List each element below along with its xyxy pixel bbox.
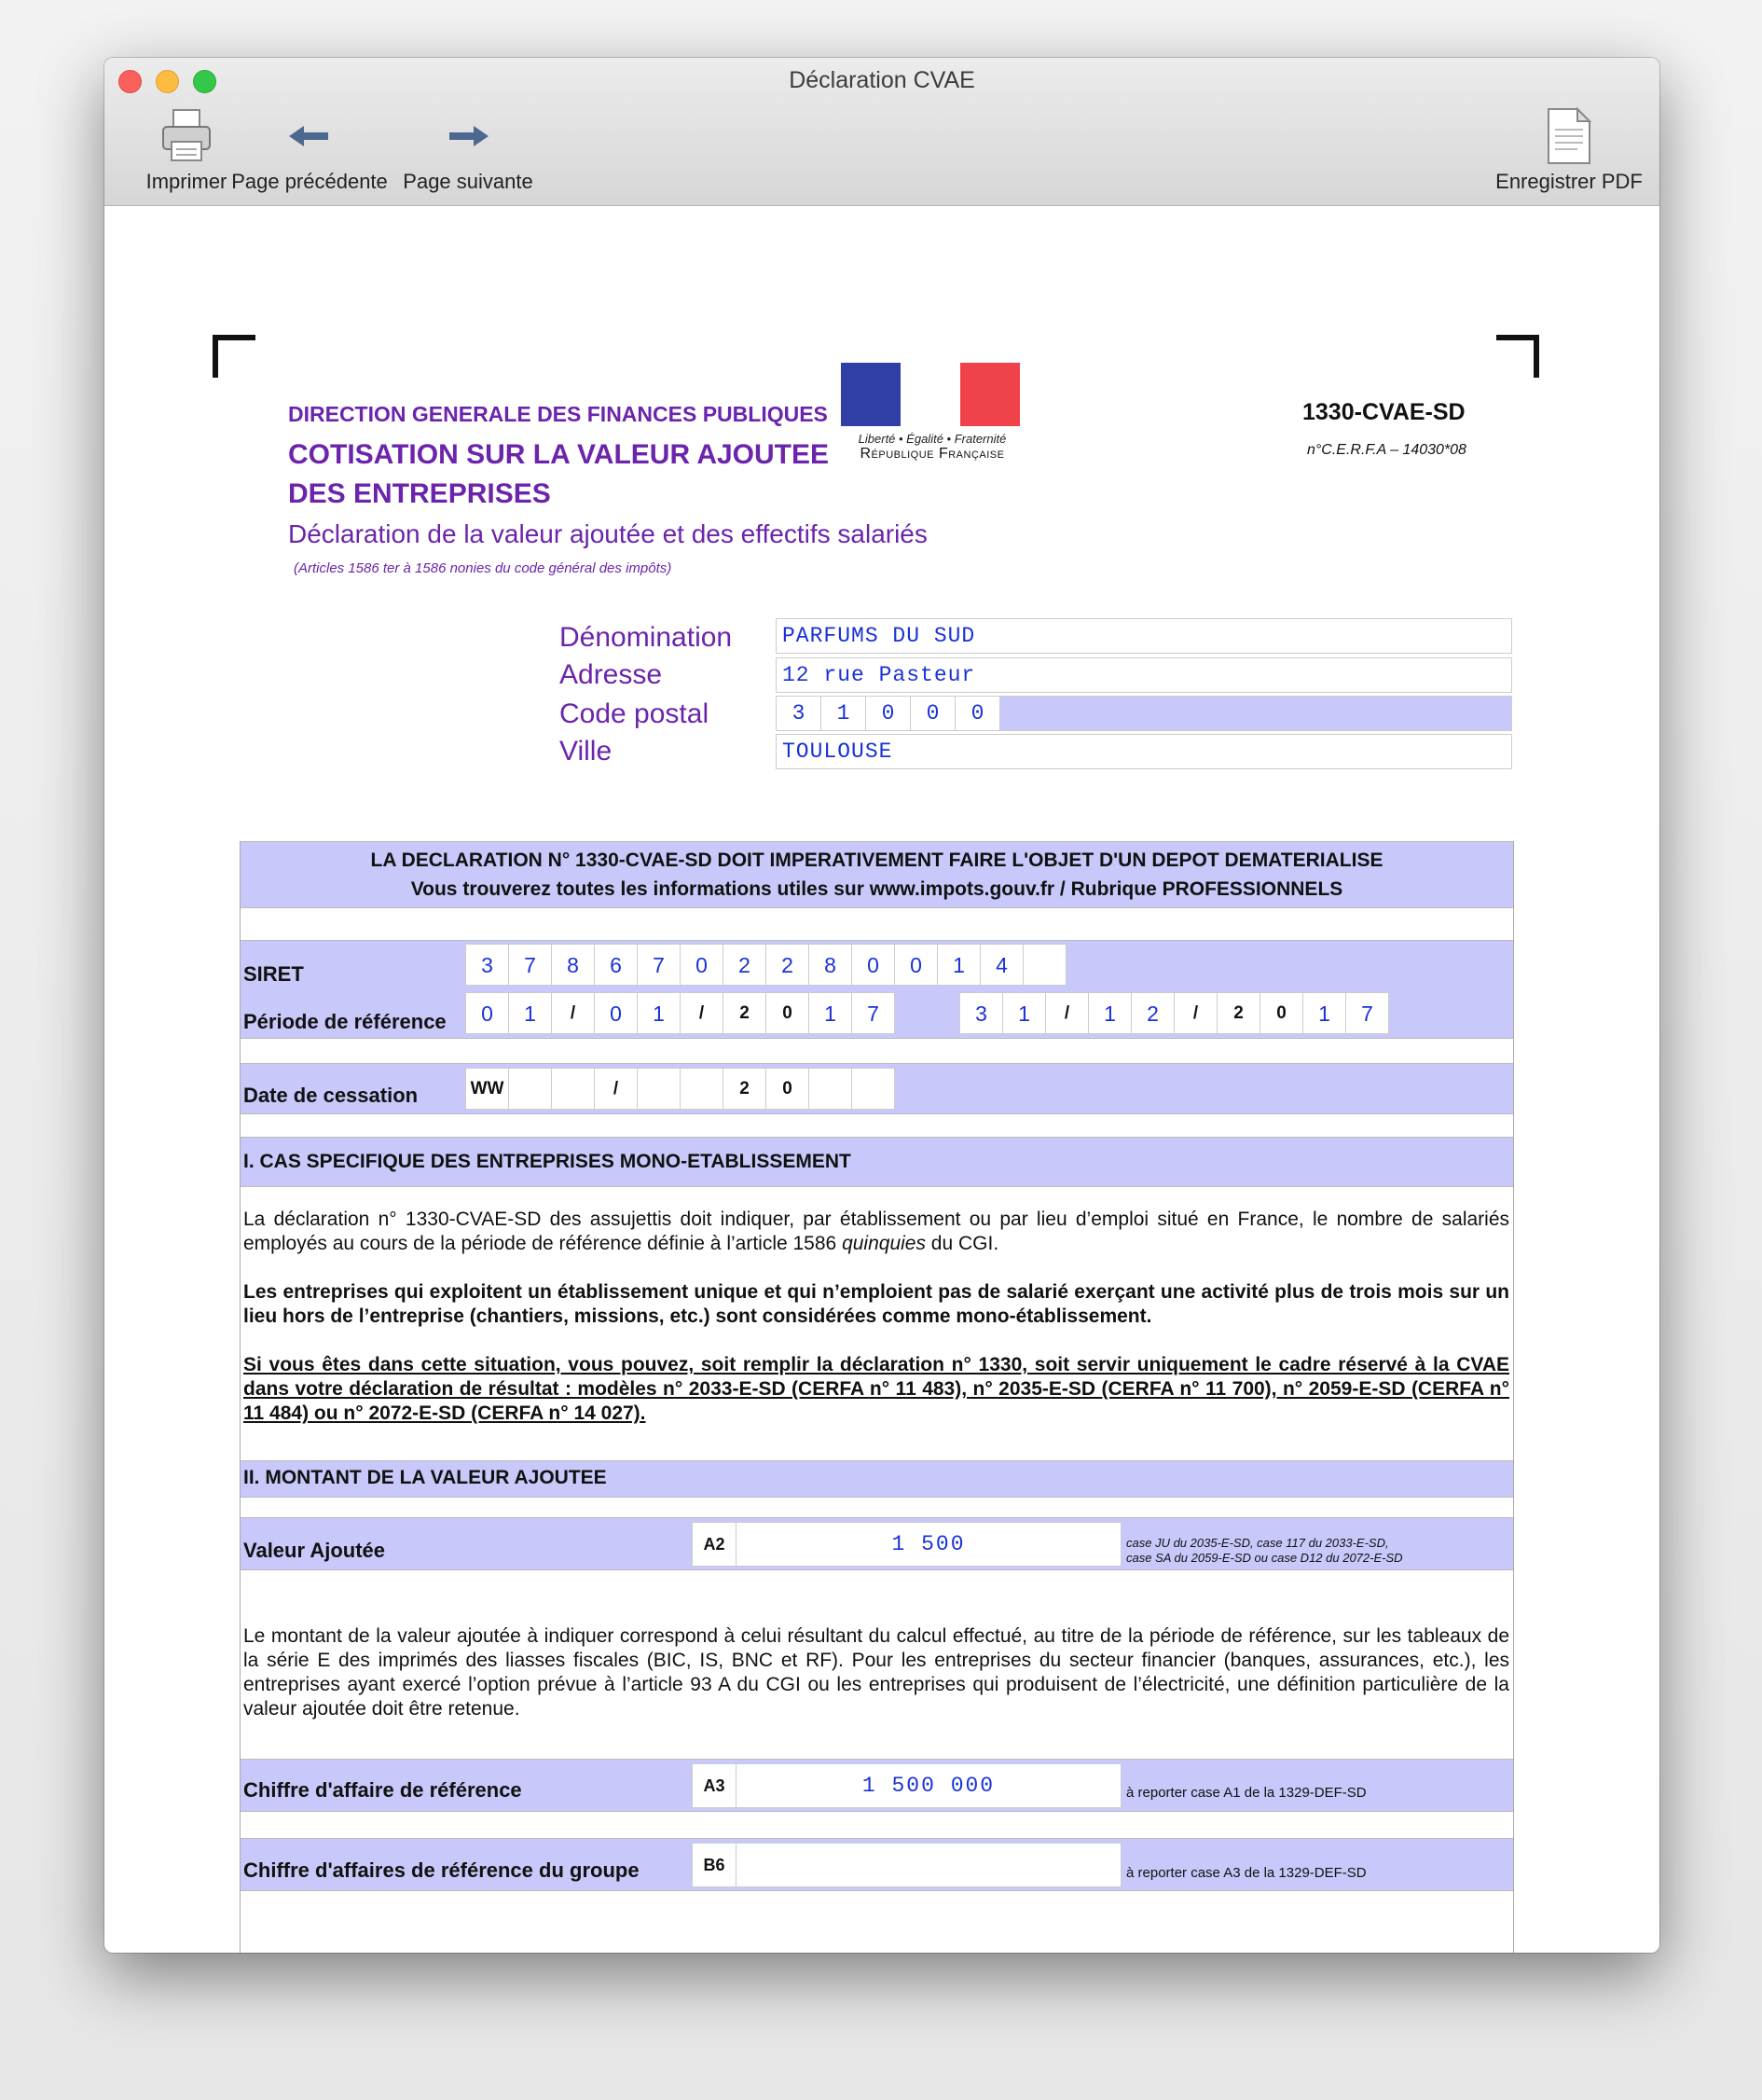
section-2-paragraph: Le montant de la valeur ajoutée à indiquer correspond à celui résultant du calcul effectué, au titre de la période de référence, sur les tableaux de la série E des imprimés des liasses fiscales (BIC, IS, BNC et RF). Pour les entreprises du secteur financier (banques, assurances, etc.), les entreprises ayant exercé l’option prévue à l’article 93 A du CGI ou les entreprises qui produisent de l’électricité, une définition particulière de la valeur ajoutée doit être retenue. — [243, 1625, 1509, 1720]
chiffre-affaire-groupe-label: Chiffre d'affaires de référence du groupe — [243, 1858, 640, 1882]
section-1-title: I. CAS SPECIFIQUE DES ENTREPRISES MONO-ETABLISSEMENT — [243, 1151, 851, 1172]
cessation-cell[interactable] — [808, 1068, 852, 1110]
code-postal-field[interactable] — [776, 696, 1512, 731]
code-a2: A2 — [692, 1522, 736, 1567]
siret-digit[interactable]: 6 — [594, 944, 638, 986]
cessation-cell: / — [594, 1068, 638, 1110]
periode-start-cell: 0 — [765, 992, 809, 1034]
logo-motto: Liberté • Égalité • Fraternité — [858, 432, 1007, 446]
notice-line-1: LA DECLARATION N° 1330-CVAE-SD DOIT IMPERATIVEMENT FAIRE L'OBJET D'UN DEPOT DEMATERIALISE — [370, 850, 1383, 871]
code-postal-digit[interactable]: 0 — [866, 697, 911, 730]
save-pdf-button[interactable] — [1480, 103, 1658, 194]
previous-page-label: Page précédente — [231, 170, 388, 193]
valeur-ajoutee-note — [1126, 1536, 1403, 1566]
previous-page-button[interactable] — [221, 103, 398, 194]
cessation-cell: 0 — [765, 1068, 809, 1110]
header-title-line-2: DES ENTREPRISES — [288, 478, 551, 509]
siret-digit[interactable]: 0 — [851, 944, 895, 986]
periode-start-field[interactable] — [465, 992, 894, 1034]
flag-icon — [841, 363, 1020, 426]
chiffre-affaire-groupe-note: à reporter case A3 de la 1329-DEF-SD — [1126, 1865, 1367, 1881]
cessation-cell[interactable] — [551, 1068, 595, 1110]
arrow-right-icon — [389, 103, 547, 170]
form-id: 1330-CVAE-SD — [1302, 399, 1466, 425]
chiffre-affaire-groupe-field[interactable] — [736, 1843, 1122, 1887]
code-postal-digit[interactable]: 0 — [956, 697, 1000, 730]
cessation-cell: 2 — [723, 1068, 766, 1110]
republique-francaise-logo — [841, 363, 1024, 473]
window-title: Déclaration CVAE — [789, 67, 975, 93]
siret-digit[interactable]: 0 — [680, 944, 723, 986]
periode-start-cell[interactable]: 1 — [637, 992, 681, 1034]
periode-start-cell[interactable]: 1 — [508, 992, 552, 1034]
adresse-label: Adresse — [559, 659, 663, 690]
periode-start-cell[interactable]: 1 — [808, 992, 852, 1034]
periode-end-cell[interactable]: 2 — [1131, 992, 1175, 1034]
periode-end-cell: 0 — [1260, 992, 1303, 1034]
crop-mark-top-left — [213, 335, 255, 378]
siret-digit[interactable]: 2 — [765, 944, 809, 986]
va-note-line-2: case SA du 2059-E-SD ou case D12 du 2072-E-SD — [1126, 1551, 1403, 1565]
code-postal-label: Code postal — [559, 698, 709, 729]
periode-end-cell: / — [1045, 992, 1089, 1034]
section-1-paragraph-1 — [243, 1208, 1509, 1256]
periode-start-cell[interactable]: 0 — [465, 992, 509, 1034]
p1-text-end: du CGI. — [925, 1233, 999, 1254]
periode-start-cell[interactable]: 0 — [594, 992, 638, 1034]
periode-start-cell: / — [551, 992, 595, 1034]
periode-end-cell[interactable]: 1 — [1088, 992, 1132, 1034]
ville-label: Ville — [559, 736, 613, 767]
header-administration: DIRECTION GENERALE DES FINANCES PUBLIQUES — [288, 402, 828, 426]
print-label: Imprimer — [145, 170, 227, 193]
cessation-cell[interactable] — [680, 1068, 723, 1110]
siret-digit[interactable]: 4 — [980, 944, 1024, 986]
notice-line-2: Vous trouverez toutes les informations utiles sur www.impots.gouv.fr / Rubrique PROFESSIONNELS — [410, 878, 1343, 900]
periode-end-cell: / — [1174, 992, 1218, 1034]
siret-digit[interactable]: 2 — [723, 944, 766, 986]
save-pdf-label: Enregistrer PDF — [1495, 170, 1643, 193]
title-bar — [104, 58, 1659, 206]
code-postal-digit[interactable]: 0 — [911, 697, 956, 730]
p1-text: La déclaration n° 1330-CVAE-SD des assujettis doit indiquer, par établissement ou par lieu d’emploi situé en France, le nombre de salariés employés au cours de la période de référence définie à l’article 1586 — [243, 1209, 1509, 1254]
siret-digit[interactable]: 7 — [637, 944, 681, 986]
document-icon — [1480, 103, 1658, 170]
chiffre-affaire-field[interactable]: 1 500 000 — [736, 1763, 1122, 1808]
declaration-form — [240, 841, 1514, 1953]
cessation-cell[interactable] — [851, 1068, 895, 1110]
periode-start-cell: / — [680, 992, 723, 1034]
document-page — [104, 206, 1659, 1953]
cessation-cell[interactable] — [508, 1068, 552, 1110]
cessation-cell[interactable]: WW — [465, 1068, 509, 1110]
periode-start-cell: 2 — [723, 992, 766, 1034]
siret-digit[interactable]: 8 — [808, 944, 852, 986]
siret-digit[interactable] — [1023, 944, 1067, 986]
siret-label: SIRET — [243, 962, 304, 986]
periode-end-cell[interactable]: 3 — [959, 992, 1003, 1034]
dematerialisation-notice — [241, 841, 1513, 908]
next-page-label: Page suivante — [403, 170, 533, 193]
siret-digit[interactable]: 8 — [551, 944, 595, 986]
periode-label: Période de référence — [243, 1010, 447, 1033]
logo-republique: République Française — [860, 446, 1005, 462]
valeur-ajoutee-field[interactable]: 1 500 — [736, 1522, 1122, 1567]
siret-digit[interactable]: 1 — [937, 944, 981, 986]
p1-italic: quinquies — [842, 1233, 926, 1254]
denomination-field[interactable]: PARFUMS DU SUD — [776, 618, 1512, 654]
denomination-label: Dénomination — [559, 622, 733, 653]
valeur-ajoutee-label: Valeur Ajoutée — [243, 1539, 386, 1562]
chiffre-affaire-note: à reporter case A1 de la 1329-DEF-SD — [1126, 1785, 1367, 1801]
periode-end-cell[interactable]: 7 — [1345, 992, 1389, 1034]
section-1-paragraph-3: Si vous êtes dans cette situation, vous pouvez, soit remplir la déclaration n° 1330, soit servir uniquement le cadre réservé à la CVAE dans votre déclaration de résultat : modèles n° 2033-E-SD (CERFA n° 11 483), n° 2035-E-SD (CERFA n° 11 700), n° 2059-E-SD (CERFA n° 11 484) ou n° 2072-E-SD (CERFA n° 14 027). — [243, 1354, 1509, 1424]
code-b6: B6 — [692, 1843, 736, 1887]
siret-digit[interactable]: 7 — [508, 944, 552, 986]
va-note-line-1: case JU du 2035-E-SD, case 117 du 2033-E-SD, — [1126, 1536, 1389, 1550]
periode-end-field[interactable] — [959, 992, 1388, 1034]
adresse-field[interactable]: 12 rue Pasteur — [776, 657, 1512, 693]
app-window — [104, 58, 1659, 1953]
crop-mark-top-right — [1496, 335, 1539, 378]
section-1-paragraph-2: Les entreprises qui exploitent un établissement unique et qui n’emploient pas de salarié exerçant une activité plus de trois mois sur un lieu hors de l’entreprise (chantiers, missions, etc.) sont considérées comme mono-établissement. — [243, 1281, 1509, 1327]
section-2-title: II. MONTANT DE LA VALEUR AJOUTEE — [243, 1467, 607, 1488]
code-postal-digit[interactable]: 1 — [821, 697, 866, 730]
siret-digit[interactable]: 3 — [465, 944, 509, 986]
periode-end-cell[interactable]: 1 — [1002, 992, 1046, 1034]
cessation-cell[interactable] — [637, 1068, 681, 1110]
periode-end-cell[interactable]: 1 — [1302, 992, 1346, 1034]
header-subtitle: Déclaration de la valeur ajoutée et des effectifs salariés — [288, 519, 928, 548]
siret-digit[interactable]: 0 — [894, 944, 938, 986]
ville-field[interactable]: TOULOUSE — [776, 734, 1512, 769]
header-title — [288, 435, 829, 514]
arrow-left-icon — [221, 103, 398, 170]
periode-end-cell: 2 — [1217, 992, 1260, 1034]
chiffre-affaire-label: Chiffre d'affaire de référence — [243, 1778, 522, 1802]
code-postal-digit[interactable]: 3 — [777, 697, 821, 730]
next-page-button[interactable] — [389, 103, 547, 194]
cerfa-number: n°C.E.R.F.A – 14030*08 — [1307, 442, 1466, 458]
cessation-field[interactable] — [465, 1068, 894, 1110]
header-articles: (Articles 1586 ter à 1586 nonies du code général des impôts) — [294, 560, 672, 576]
code-a3: A3 — [692, 1763, 736, 1808]
header-title-line-1: COTISATION SUR LA VALEUR AJOUTEE — [288, 439, 830, 470]
cessation-label: Date de cessation — [243, 1084, 419, 1107]
periode-start-cell[interactable]: 7 — [851, 992, 895, 1034]
siret-field[interactable] — [465, 944, 1066, 986]
